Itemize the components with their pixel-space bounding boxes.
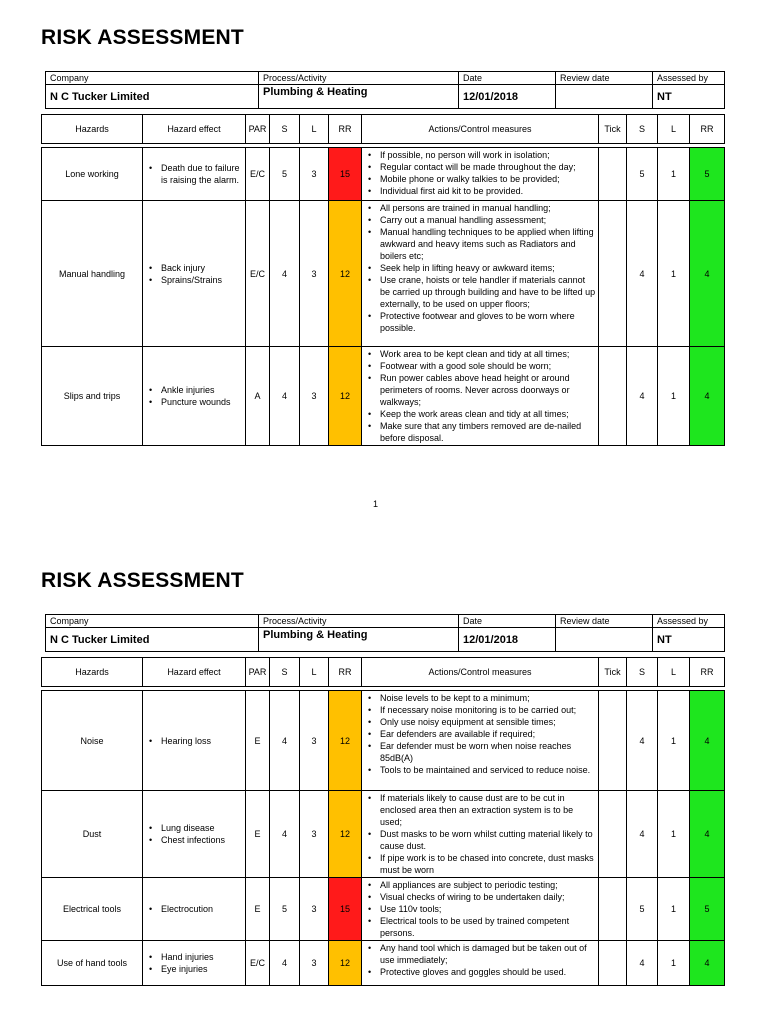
severity-value: 4 bbox=[270, 791, 300, 878]
par-value: E bbox=[246, 878, 270, 941]
hazard-effects bbox=[143, 347, 246, 446]
date-value: 12/01/2018 bbox=[459, 85, 556, 109]
effect-item: • Death due to failure is raising the alarm. bbox=[149, 162, 245, 186]
date-value: 12/01/2018 bbox=[459, 628, 556, 652]
header-tick: Tick bbox=[599, 115, 627, 144]
likelihood-value: 3 bbox=[300, 201, 329, 347]
severity-value: 4 bbox=[270, 201, 300, 347]
action-item: • Carry out a manual handling assessment; bbox=[368, 214, 596, 226]
table-row bbox=[42, 691, 725, 791]
table-row bbox=[42, 791, 725, 878]
effect-item: • Chest infections bbox=[149, 834, 245, 846]
hazard-name: Slips and trips bbox=[42, 347, 143, 446]
header-risk-rating: RR bbox=[329, 658, 362, 687]
likelihood-value: 3 bbox=[300, 347, 329, 446]
residual-severity-value: 4 bbox=[627, 691, 658, 791]
assessed-by-label: Assessed by bbox=[653, 72, 725, 85]
likelihood-value: 3 bbox=[300, 791, 329, 878]
residual-likelihood-value: 1 bbox=[658, 791, 690, 878]
par-value: E bbox=[246, 791, 270, 878]
header-residual-risk-rating: RR bbox=[690, 658, 725, 687]
action-item: • Make sure that any timbers removed are de-nailed before disposal. bbox=[368, 420, 596, 444]
company-label: Company bbox=[46, 615, 259, 628]
hazard-name: Noise bbox=[42, 691, 143, 791]
residual-risk-rating-cell: 4 bbox=[690, 201, 725, 347]
review-date-value bbox=[556, 628, 653, 652]
effect-item: • Eye injuries bbox=[149, 963, 245, 975]
control-measures bbox=[362, 148, 599, 201]
action-item: • Visual checks of wiring to be undertaken daily; bbox=[368, 891, 596, 903]
action-item: • Keep the work areas clean and tidy at all times; bbox=[368, 408, 596, 420]
date-label: Date bbox=[459, 72, 556, 85]
par-value: A bbox=[246, 347, 270, 446]
page-title: RISK ASSESSMENT bbox=[41, 569, 244, 592]
action-item: • Use crane, hoists or tele handler if materials cannot be carried up through building and have to be lifted up externally, to be used on upper floors; bbox=[368, 274, 596, 310]
action-item: • Individual first aid kit to be provided. bbox=[368, 185, 596, 197]
assessed-by-value: NT bbox=[653, 85, 725, 109]
severity-value: 4 bbox=[270, 941, 300, 986]
residual-likelihood-value: 1 bbox=[658, 347, 690, 446]
effect-item: • Lung disease bbox=[149, 822, 245, 834]
residual-severity-value: 4 bbox=[627, 941, 658, 986]
effect-item: • Back injury bbox=[149, 262, 245, 274]
info-table bbox=[45, 614, 725, 652]
tick-cell bbox=[599, 201, 627, 347]
action-item: • Work area to be kept clean and tidy at all times; bbox=[368, 348, 596, 360]
residual-risk-rating-cell: 4 bbox=[690, 347, 725, 446]
action-item: • If possible, no person will work in isolation; bbox=[368, 149, 596, 161]
action-item: • Electrical tools to be used by trained competent persons. bbox=[368, 915, 596, 939]
action-item: • Dust masks to be worn whilst cutting material likely to cause dust. bbox=[368, 828, 596, 852]
risk-rating-cell: 15 bbox=[329, 878, 362, 941]
action-item: • If necessary noise monitoring is to be carried out; bbox=[368, 704, 596, 716]
header-hazards: Hazards bbox=[42, 658, 143, 687]
hazard-effects bbox=[143, 148, 246, 201]
control-measures bbox=[362, 691, 599, 791]
header-hazards: Hazards bbox=[42, 115, 143, 144]
action-item: • All appliances are subject to periodic testing; bbox=[368, 879, 596, 891]
assessed-by-value: NT bbox=[653, 628, 725, 652]
effect-item: • Puncture wounds bbox=[149, 396, 245, 408]
company-value: N C Tucker Limited bbox=[46, 85, 259, 109]
action-item: • Manual handling techniques to be applied when lifting awkward and heavy items such as Radiators and boilers etc; bbox=[368, 226, 596, 262]
assessed-by-label: Assessed by bbox=[653, 615, 725, 628]
effect-item: • Ankle injuries bbox=[149, 384, 245, 396]
hazard-name: Dust bbox=[42, 791, 143, 878]
action-item: • Any hand tool which is damaged but be taken out of use immediately; bbox=[368, 942, 596, 966]
tick-cell bbox=[599, 148, 627, 201]
residual-severity-value: 4 bbox=[627, 347, 658, 446]
tick-cell bbox=[599, 878, 627, 941]
process-label: Process/Activity bbox=[259, 615, 459, 628]
control-measures bbox=[362, 941, 599, 986]
header-residual-severity: S bbox=[627, 658, 658, 687]
residual-severity-value: 5 bbox=[627, 878, 658, 941]
tick-cell bbox=[599, 791, 627, 878]
action-item: • Only use noisy equipment at sensible times; bbox=[368, 716, 596, 728]
tick-cell bbox=[599, 941, 627, 986]
risk-rating-cell: 12 bbox=[329, 941, 362, 986]
table-row bbox=[42, 347, 725, 446]
process-value: Plumbing & Heating bbox=[259, 85, 459, 109]
severity-value: 4 bbox=[270, 347, 300, 446]
hazard-effects bbox=[143, 878, 246, 941]
action-item: • If materials likely to cause dust are to be cut in enclosed area then an extraction system is to be used; bbox=[368, 792, 596, 828]
residual-likelihood-value: 1 bbox=[658, 941, 690, 986]
header-risk-rating: RR bbox=[329, 115, 362, 144]
action-item: • Noise levels to be kept to a minimum; bbox=[368, 692, 596, 704]
severity-value: 5 bbox=[270, 148, 300, 201]
hazard-name: Use of hand tools bbox=[42, 941, 143, 986]
effect-item: • Electrocution bbox=[149, 903, 245, 915]
par-value: E bbox=[246, 691, 270, 791]
header-residual-likelihood: L bbox=[658, 115, 690, 144]
company-value: N C Tucker Limited bbox=[46, 628, 259, 652]
hazard-name: Electrical tools bbox=[42, 878, 143, 941]
header-residual-severity: S bbox=[627, 115, 658, 144]
residual-likelihood-value: 1 bbox=[658, 201, 690, 347]
header-severity: S bbox=[270, 658, 300, 687]
risk-rating-cell: 12 bbox=[329, 201, 362, 347]
info-table bbox=[45, 71, 725, 109]
par-value: E/C bbox=[246, 148, 270, 201]
table-row bbox=[42, 148, 725, 201]
residual-risk-rating-cell: 5 bbox=[690, 148, 725, 201]
header-tick: Tick bbox=[599, 658, 627, 687]
header-residual-likelihood: L bbox=[658, 658, 690, 687]
risk-rating-cell: 15 bbox=[329, 148, 362, 201]
residual-risk-rating-cell: 4 bbox=[690, 941, 725, 986]
risk-rating-cell: 12 bbox=[329, 791, 362, 878]
review-date-label: Review date bbox=[556, 615, 653, 628]
hazard-table bbox=[41, 147, 725, 446]
header-residual-risk-rating: RR bbox=[690, 115, 725, 144]
action-item: • Tools to be maintained and serviced to reduce noise. bbox=[368, 764, 596, 776]
control-measures bbox=[362, 791, 599, 878]
residual-risk-rating-cell: 4 bbox=[690, 791, 725, 878]
date-label: Date bbox=[459, 615, 556, 628]
header-actions: Actions/Control measures bbox=[362, 658, 599, 687]
severity-value: 5 bbox=[270, 878, 300, 941]
risk-rating-cell: 12 bbox=[329, 347, 362, 446]
hazard-effects bbox=[143, 691, 246, 791]
hazard-table bbox=[41, 690, 725, 986]
control-measures bbox=[362, 201, 599, 347]
hazard-effects bbox=[143, 201, 246, 347]
action-item: • Use 110v tools; bbox=[368, 903, 596, 915]
control-measures bbox=[362, 347, 599, 446]
hazard-effects bbox=[143, 941, 246, 986]
par-value: E/C bbox=[246, 201, 270, 347]
likelihood-value: 3 bbox=[300, 878, 329, 941]
header-hazard-effect: Hazard effect bbox=[143, 115, 246, 144]
header-hazard-effect: Hazard effect bbox=[143, 658, 246, 687]
table-row bbox=[42, 941, 725, 986]
header-severity: S bbox=[270, 115, 300, 144]
residual-severity-value: 4 bbox=[627, 201, 658, 347]
action-item: • Seek help in lifting heavy or awkward items; bbox=[368, 262, 596, 274]
action-item: • Regular contact will be made throughout the day; bbox=[368, 161, 596, 173]
residual-likelihood-value: 1 bbox=[658, 691, 690, 791]
effect-item: • Hand injuries bbox=[149, 951, 245, 963]
review-date-value bbox=[556, 85, 653, 109]
action-item: • Run power cables above head height or around perimeters of rooms. Never across doorways or walkways; bbox=[368, 372, 596, 408]
par-value: E/C bbox=[246, 941, 270, 986]
header-actions: Actions/Control measures bbox=[362, 115, 599, 144]
action-item: • All persons are trained in manual handling; bbox=[368, 202, 596, 214]
residual-likelihood-value: 1 bbox=[658, 878, 690, 941]
action-item: • Protective footwear and gloves to be worn where possible. bbox=[368, 310, 596, 334]
tick-cell bbox=[599, 347, 627, 446]
table-row bbox=[42, 878, 725, 941]
review-date-label: Review date bbox=[556, 72, 653, 85]
header-par: PAR bbox=[246, 658, 270, 687]
page-number: 1 bbox=[373, 499, 379, 509]
hazard-effects bbox=[143, 791, 246, 878]
risk-rating-cell: 12 bbox=[329, 691, 362, 791]
residual-severity-value: 5 bbox=[627, 148, 658, 201]
table-row bbox=[42, 201, 725, 347]
company-label: Company bbox=[46, 72, 259, 85]
page-title: RISK ASSESSMENT bbox=[41, 26, 244, 49]
hazard-name: Lone working bbox=[42, 148, 143, 201]
control-measures bbox=[362, 878, 599, 941]
action-item: • Footwear with a good sole should be worn; bbox=[368, 360, 596, 372]
residual-likelihood-value: 1 bbox=[658, 148, 690, 201]
header-likelihood: L bbox=[300, 115, 329, 144]
effect-item: • Hearing loss bbox=[149, 735, 245, 747]
residual-risk-rating-cell: 5 bbox=[690, 878, 725, 941]
severity-value: 4 bbox=[270, 691, 300, 791]
column-header-table bbox=[41, 114, 725, 144]
action-item: • Ear defenders are available if required; bbox=[368, 728, 596, 740]
action-item: • Ear defender must be worn when noise reaches 85dB(A) bbox=[368, 740, 596, 764]
action-item: • Protective gloves and goggles should be used. bbox=[368, 966, 596, 978]
effect-item: • Sprains/Strains bbox=[149, 274, 245, 286]
tick-cell bbox=[599, 691, 627, 791]
likelihood-value: 3 bbox=[300, 941, 329, 986]
likelihood-value: 3 bbox=[300, 691, 329, 791]
action-item: • Mobile phone or walky talkies to be provided; bbox=[368, 173, 596, 185]
header-likelihood: L bbox=[300, 658, 329, 687]
residual-risk-rating-cell: 4 bbox=[690, 691, 725, 791]
action-item: • If pipe work is to be chased into concrete, dust masks must be worn bbox=[368, 852, 596, 876]
likelihood-value: 3 bbox=[300, 148, 329, 201]
header-par: PAR bbox=[246, 115, 270, 144]
hazard-name: Manual handling bbox=[42, 201, 143, 347]
residual-severity-value: 4 bbox=[627, 791, 658, 878]
process-value: Plumbing & Heating bbox=[259, 628, 459, 652]
process-label: Process/Activity bbox=[259, 72, 459, 85]
column-header-table bbox=[41, 657, 725, 687]
